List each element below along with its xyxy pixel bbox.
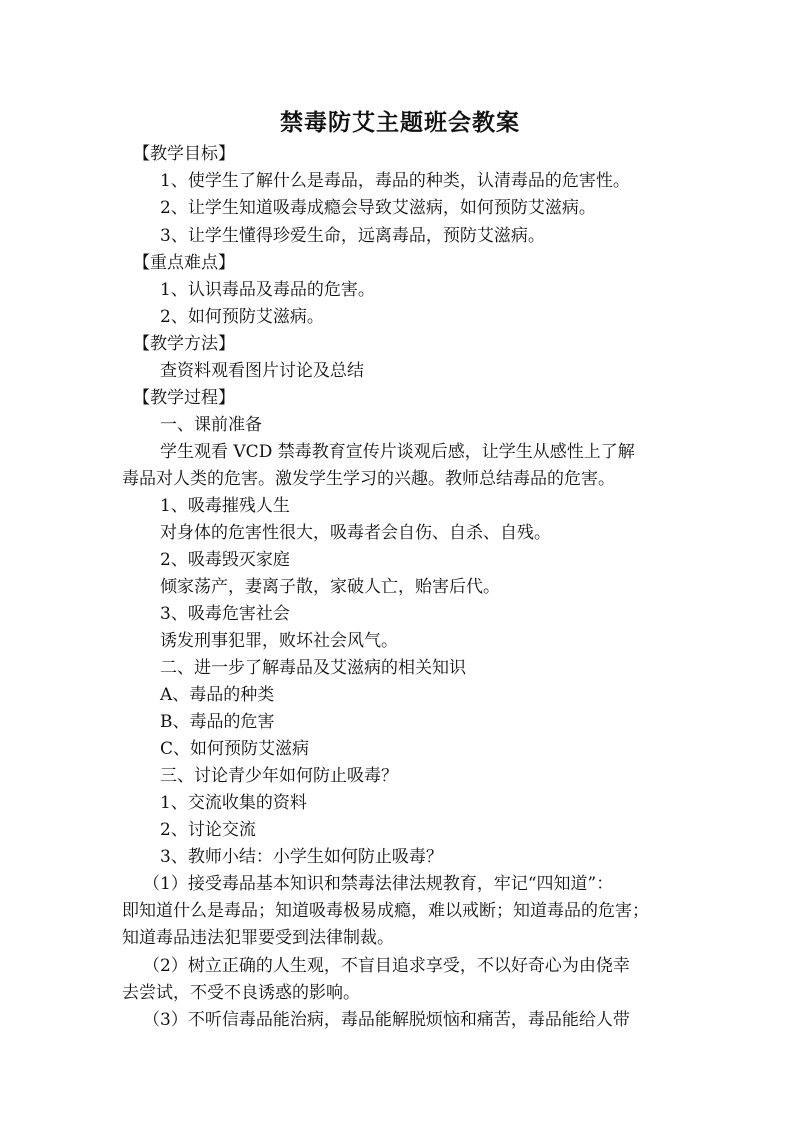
text-line: 毒品对人类的危害。激发学生学习的兴趣。教师总结毒品的危害。	[122, 469, 615, 489]
text-line: 1、交流收集的资料	[160, 793, 307, 813]
text-line: C、如何预防艾滋病	[160, 739, 310, 759]
text-line: 1、认识毒品及毒品的危害。	[160, 280, 375, 300]
text-line: 三、讨论青少年如何防止吸毒？	[160, 766, 398, 786]
text-line: 3、让学生懂得珍爱生命，远离毒品，预防艾滋病。	[160, 226, 545, 246]
text-line: 2、如何预防艾滋病。	[160, 307, 324, 327]
section-heading-objectives: 【教学目标】	[133, 144, 235, 164]
text-line: 对身体的危害性很大，吸毒者会自伤、自杀、自残。	[160, 523, 551, 543]
text-line: 诱发刑事犯罪，败坏社会风气。	[160, 631, 398, 651]
section-heading-key-points: 【重点难点】	[133, 253, 235, 273]
text-line: 1、吸毒摧残人生	[160, 496, 290, 516]
text-line: 3、吸毒危害社会	[160, 604, 290, 624]
section-heading-process: 【教学过程】	[133, 388, 235, 408]
text-line: 学生观看 VCD 禁毒教育宣传片谈观后感，让学生从感性上了解	[160, 442, 635, 462]
text-line: B、毒品的危害	[160, 712, 275, 732]
text-line: 去尝试，不受不良诱惑的影响。	[122, 983, 360, 1003]
text-line: 即知道什么是毒品；知道吸毒极易成瘾，难以戒断；知道毒品的危害；	[122, 901, 649, 921]
text-line: A、毒品的种类	[160, 685, 275, 705]
text-line: （3）不听信毒品能治病，毒品能解脱烦恼和痛苦，毒品能给人带	[143, 1010, 630, 1030]
text-line: 知道毒品违法犯罪要受到法律制裁。	[122, 928, 394, 948]
section-heading-methods: 【教学方法】	[133, 334, 235, 354]
text-line: （2）树立正确的人生观，不盲目追求享受，不以好奇心为由侥幸	[143, 956, 630, 976]
text-line: 1、使学生了解什么是毒品，毒品的种类，认清毒品的危害性。	[160, 171, 630, 191]
text-line: 查资料观看图片讨论及总结	[160, 361, 364, 381]
text-line: 2、让学生知道吸毒成瘾会导致艾滋病，如何预防艾滋病。	[160, 198, 596, 218]
text-line: （1）接受毒品基本知识和禁毒法律法规教育，牢记“四知道”：	[143, 874, 614, 894]
text-line: 二、进一步了解毒品及艾滋病的相关知识	[160, 658, 466, 678]
text-line: 倾家荡产，妻离子散，家破人亡，贻害后代。	[160, 577, 500, 597]
text-line: 2、讨论交流	[160, 820, 256, 840]
text-line: 一、课前准备	[160, 415, 262, 435]
text-line: 3、教师小结：小学生如何防止吸毒？	[160, 847, 443, 867]
text-line: 2、吸毒毁灭家庭	[160, 550, 290, 570]
document-title: 禁毒防艾主题班会教案	[280, 109, 520, 136]
